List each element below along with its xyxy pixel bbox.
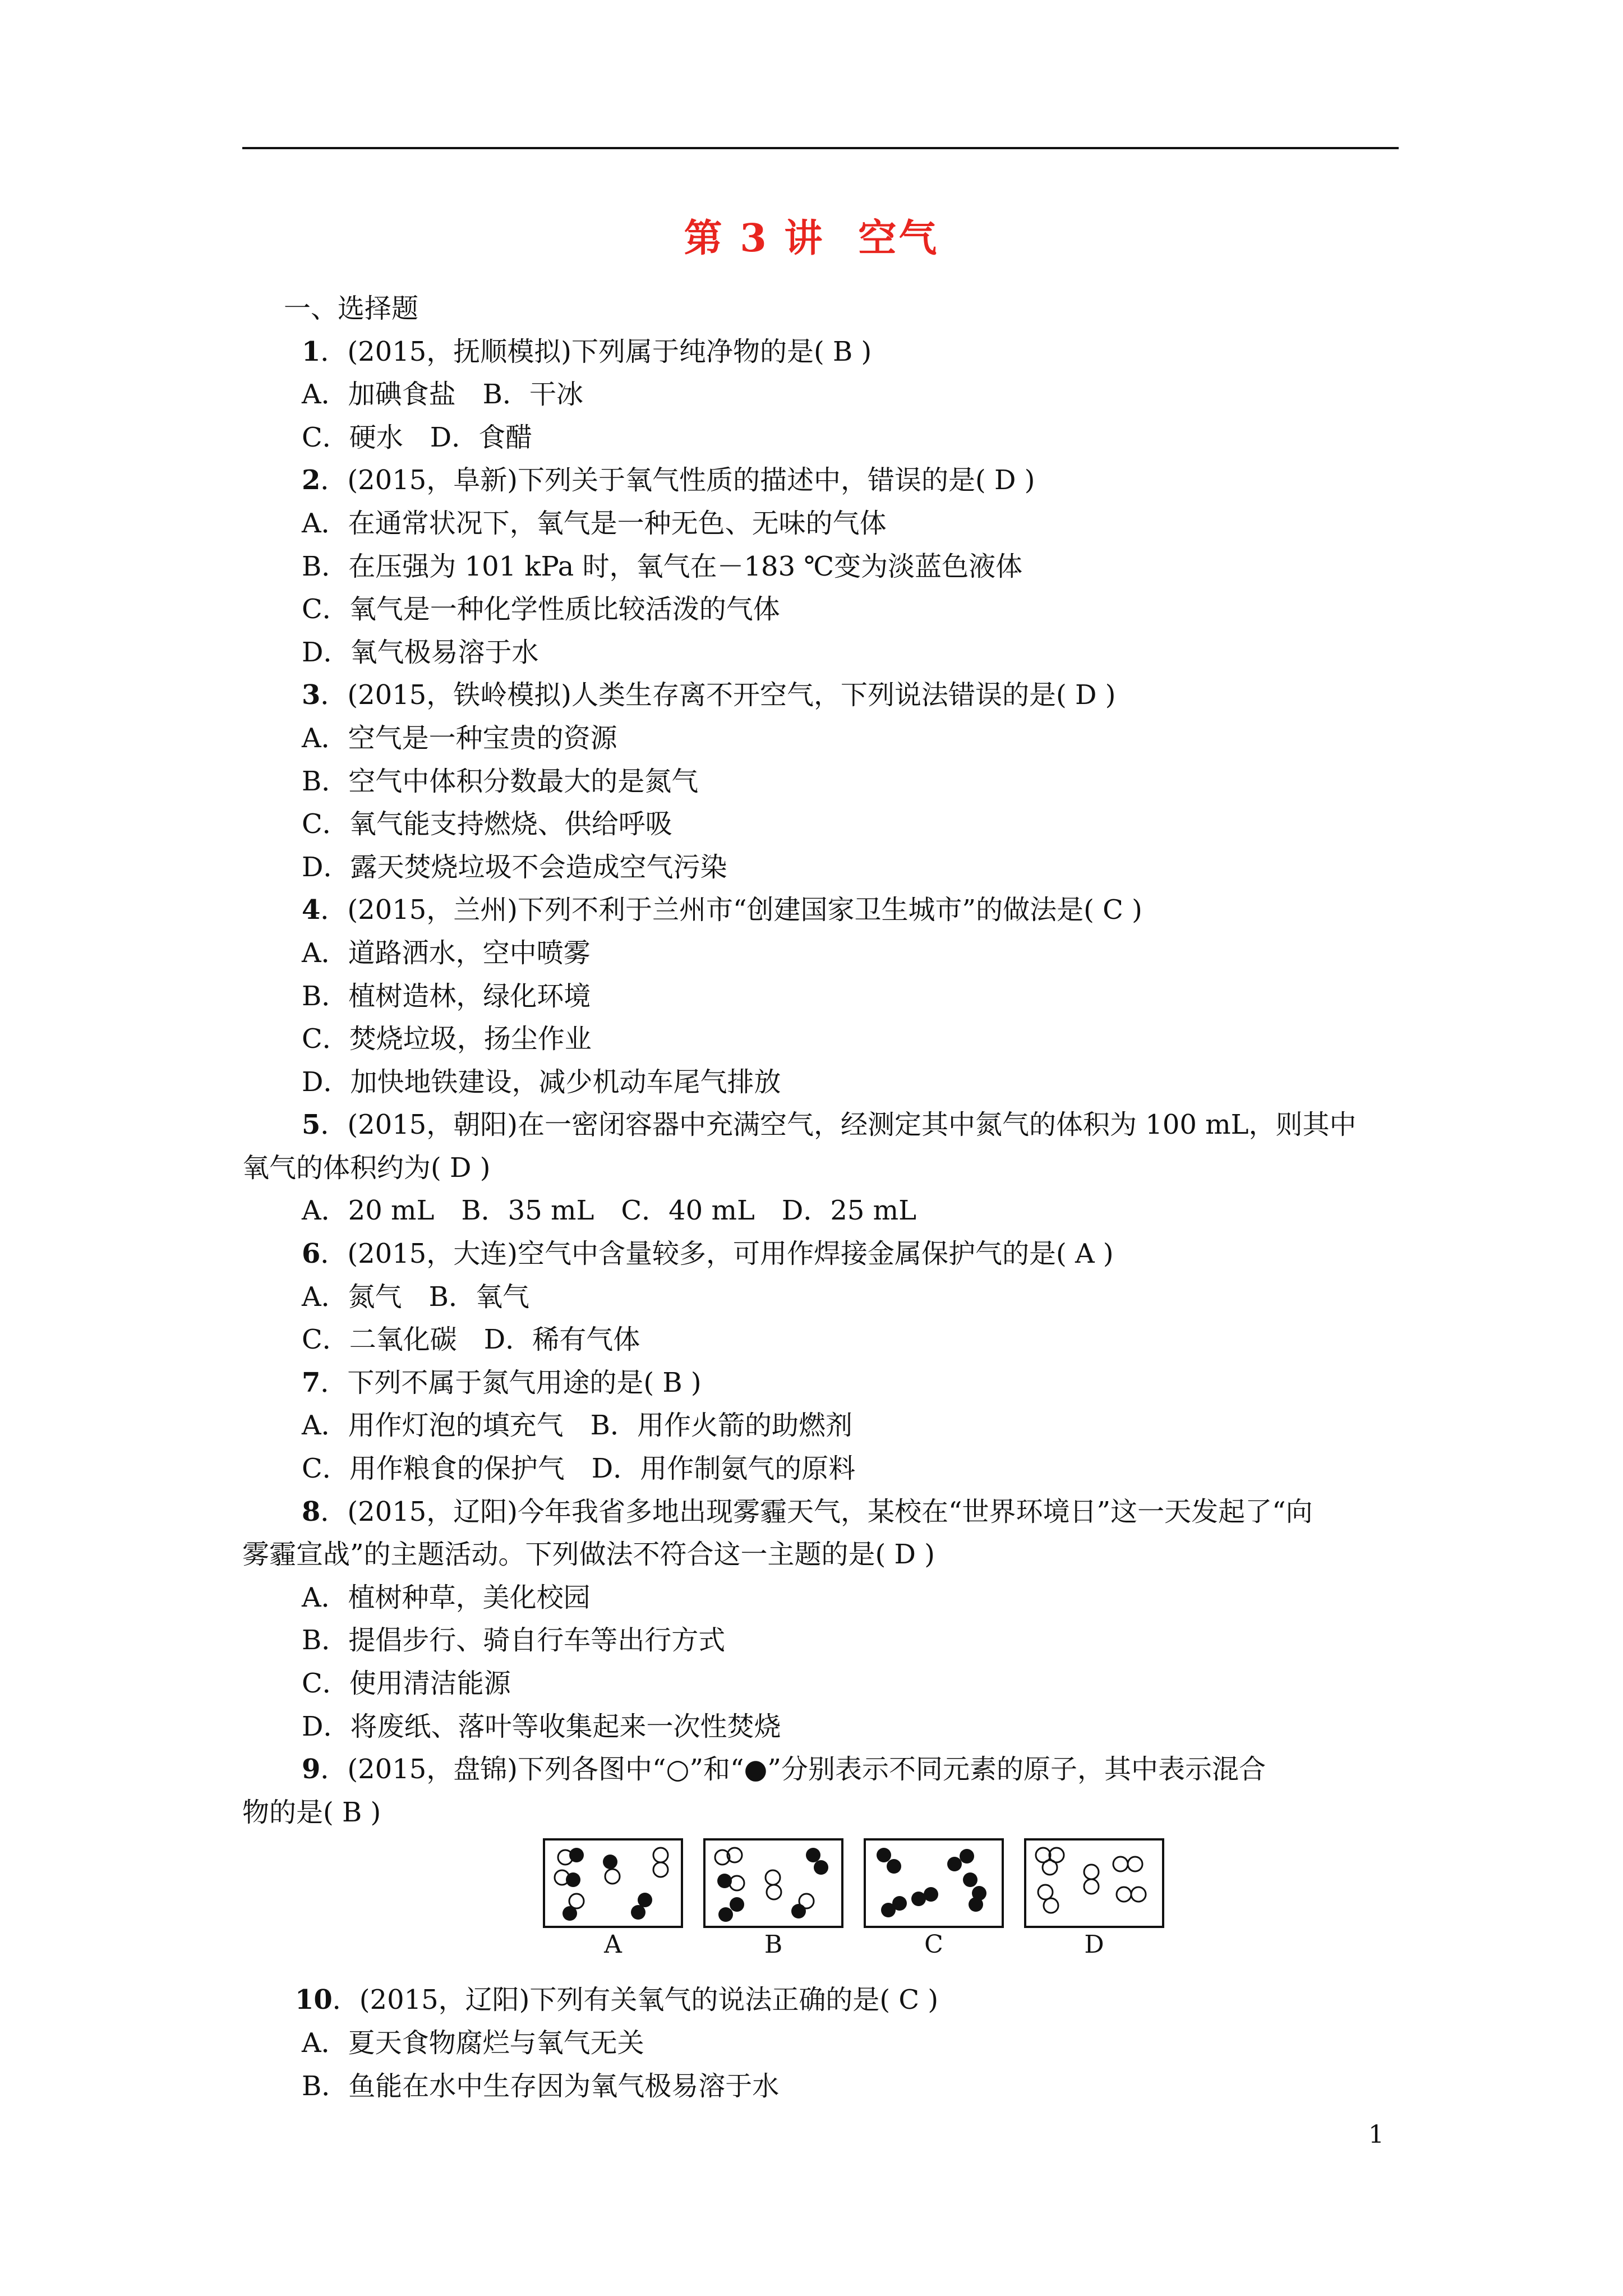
question-number: 2 xyxy=(302,464,321,496)
question-text: ．(2015，辽阳)下列有关氧气的说法正确的是( C ) xyxy=(332,1984,939,2016)
question-text: ．下列不属于氮气用途的是( B ) xyxy=(320,1366,702,1398)
option: A．氮气 B．氧气 xyxy=(302,1281,529,1313)
question-text: ．(2015，大连)空气中含量较多，可用作焊接金属保护气的是( A ) xyxy=(320,1238,1114,1270)
molecule-box-c-icon xyxy=(864,1838,1004,1928)
option: A．加碘食盐 B．干冰 xyxy=(302,379,583,411)
question-number: 4 xyxy=(302,894,321,926)
question-number: 9 xyxy=(302,1754,321,1786)
option: A．植树种草，美化校园 xyxy=(302,1581,591,1613)
molecule-box-b-icon xyxy=(703,1838,843,1928)
figure-b xyxy=(703,1838,843,1978)
option: B．植树造林，绿化环境 xyxy=(302,980,591,1012)
figure-label: D xyxy=(1084,1930,1104,1959)
option: D．加快地铁建设，减少机动车尾气排放 xyxy=(302,1066,781,1098)
option: A．夏天食物腐烂与氧气无关 xyxy=(302,2027,644,2059)
question-text: ．(2015，阜新)下列关于氧气性质的描述中，错误的是( D ) xyxy=(320,464,1035,496)
option: B．鱼能在水中生存因为氧气极易溶于水 xyxy=(302,2070,780,2102)
page-title xyxy=(0,213,1623,264)
question-number: 10 xyxy=(295,1984,333,2016)
option: A．空气是一种宝贵的资源 xyxy=(302,722,617,754)
question-8 xyxy=(302,1490,1395,1534)
option: D．氧气极易溶于水 xyxy=(302,636,539,668)
option: C．焚烧垃圾，扬尘作业 xyxy=(302,1023,592,1055)
question-4 xyxy=(302,889,1395,932)
question-5 xyxy=(302,1103,1395,1147)
figure-c xyxy=(864,1838,1004,1978)
question-7 xyxy=(302,1361,1395,1405)
question-text: ．(2015，辽阳)今年我省多地出现雾霾天气，某校在“世界环境日”这一天发起了“向 xyxy=(320,1496,1313,1527)
option: D．露天焚烧垃圾不会造成空气污染 xyxy=(302,851,727,883)
question-9 xyxy=(302,1748,1395,1791)
page-number: 1 xyxy=(1368,2120,1384,2149)
option: B．在压强为 101 kPa 时，氧气在－183 ℃变为淡蓝色液体 xyxy=(302,550,1023,582)
section-heading: 一、选择题 xyxy=(284,293,419,324)
title-topic: 空气 xyxy=(858,216,939,261)
question-3 xyxy=(302,674,1395,717)
option: B．空气中体积分数最大的是氮气 xyxy=(302,765,699,797)
option: C．硬水 D．食醋 xyxy=(302,421,533,453)
figure-d xyxy=(1024,1838,1164,1978)
question-number: 6 xyxy=(302,1238,321,1270)
question-text-continued: 物的是( B ) xyxy=(242,1796,381,1828)
option: C．用作粮食的保护气 D．用作制氨气的原料 xyxy=(302,1453,856,1485)
option: A．20 mL B．35 mL C．40 mL D．25 mL xyxy=(302,1195,917,1227)
option: C．氧气能支持燃烧、供给呼吸 xyxy=(302,808,672,840)
option: C．使用清洁能源 xyxy=(302,1668,511,1699)
question-text: ．(2015，铁岭模拟)人类生存离不开空气，下列说法错误的是( D ) xyxy=(320,679,1116,711)
question-6 xyxy=(302,1232,1395,1276)
question-text-continued: 氧气的体积约为( D ) xyxy=(242,1152,491,1184)
question-number: 7 xyxy=(302,1366,321,1398)
title-lesson: 第 3 讲 xyxy=(684,216,825,261)
question-10 xyxy=(295,1978,1395,2022)
question-text: ．(2015，盘锦)下列各图中“○”和“●”分别表示不同元素的原子，其中表示混合 xyxy=(320,1754,1266,1786)
option: A．道路洒水，空中喷雾 xyxy=(302,937,591,969)
question-2 xyxy=(302,459,1395,502)
question-text: ．(2015，朝阳)在一密闭容器中充满空气，经测定其中氮气的体积为 100 mL，则其中 xyxy=(320,1109,1357,1141)
figure-label: A xyxy=(604,1930,622,1959)
option: B．提倡步行、骑自行车等出行方式 xyxy=(302,1625,726,1657)
option: C．二氧化碳 D．稀有气体 xyxy=(302,1324,640,1356)
molecule-box-d-icon xyxy=(1024,1838,1164,1928)
header-rule xyxy=(242,147,1399,149)
option: A．在通常状况下，氧气是一种无色、无味的气体 xyxy=(302,507,887,539)
option: A．用作灯泡的填充气 B．用作火箭的助燃剂 xyxy=(302,1410,852,1442)
question-1 xyxy=(302,330,1395,374)
option: D．将废纸、落叶等收集起来一次性焚烧 xyxy=(302,1710,781,1742)
question-text: ．(2015，抚顺模拟)下列属于纯净物的是( B ) xyxy=(320,335,872,367)
figure-label: B xyxy=(764,1930,783,1959)
figure-a xyxy=(543,1838,683,1978)
question-list xyxy=(242,287,1395,2108)
molecule-figures xyxy=(543,1838,1395,1978)
question-number: 8 xyxy=(302,1496,321,1527)
figure-label: C xyxy=(924,1930,943,1959)
question-number: 5 xyxy=(302,1109,321,1141)
question-number: 3 xyxy=(302,679,321,711)
question-text-continued: 雾霾宣战”的主题活动。下列做法不符合这一主题的是( D ) xyxy=(242,1539,935,1571)
option: C．氧气是一种化学性质比较活泼的气体 xyxy=(302,593,780,625)
question-number: 1 xyxy=(302,335,321,367)
molecule-box-a-icon xyxy=(543,1838,683,1928)
question-text: ．(2015，兰州)下列不利于兰州市“创建国家卫生城市”的做法是( C ) xyxy=(320,894,1142,926)
